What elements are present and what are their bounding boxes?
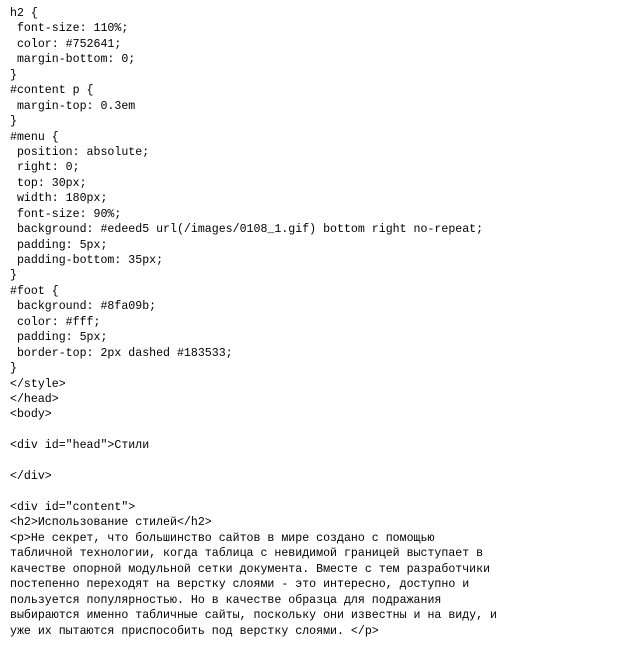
code-line: выбираются именно табличные сайты, поскольку они известны и на виду, и xyxy=(10,609,498,623)
code-line: </div> xyxy=(10,470,52,484)
code-line: } xyxy=(10,269,17,283)
code-line: уже их пытаются приспособить под верстку слоями. </p> xyxy=(10,624,379,638)
code-line: background: #edeed5 url(/images/0108_1.gif) bottom right no-repeat; xyxy=(10,223,484,237)
code-line: font-size: 90%; xyxy=(10,207,122,221)
code-line: </style> xyxy=(10,377,66,391)
code-line: margin-bottom: 0; xyxy=(10,53,136,67)
code-line: табличной технологии, когда таблица с невидимой границей выступает в xyxy=(10,547,484,561)
code-line: width: 180px; xyxy=(10,192,108,206)
code-line: <h2>Использование стилей</h2> xyxy=(10,516,212,530)
code-line: padding: 5px; xyxy=(10,331,108,345)
code-line xyxy=(10,485,623,500)
code-line: <p>Не секрет, что большинство сайтов в мире создано с помощью xyxy=(10,531,435,545)
code-line: color: #fff; xyxy=(10,315,101,329)
code-line: padding-bottom: 35px; xyxy=(10,254,164,267)
code-line: color: #752641; xyxy=(10,37,122,51)
code-line: </head> xyxy=(10,392,59,406)
code-line: постепенно переходят на верстку слоями - это интересно, доступно и xyxy=(10,578,470,592)
code-line: качестве опорной модульной сетки документа. Вместе с тем разработчики xyxy=(10,562,491,576)
code-line: <div id="content"> xyxy=(10,501,136,514)
code-line: margin-top: 0.3em xyxy=(10,99,136,113)
code-line: font-size: 110%; xyxy=(10,22,129,36)
code-line: position: absolute; xyxy=(10,145,150,159)
code-line xyxy=(10,423,623,438)
code-line: } xyxy=(10,115,17,129)
code-line: padding: 5px; xyxy=(10,238,108,252)
code-line: пользуется популярностью. Но в качестве образца для подражания xyxy=(10,593,442,607)
code-line: background: #8fa09b; xyxy=(10,300,157,314)
code-line: <div id="head">Стили xyxy=(10,439,150,453)
code-line: } xyxy=(10,68,17,82)
code-line: h2 { xyxy=(10,7,38,20)
code-line: border-top: 2px dashed #183533; xyxy=(10,346,233,360)
code-line: #foot { xyxy=(10,284,59,298)
code-line: #content p { xyxy=(10,84,94,98)
code-line: <body> xyxy=(10,408,52,422)
code-line: top: 30px; xyxy=(10,176,87,190)
code-line xyxy=(10,454,623,469)
code-line: } xyxy=(10,362,17,376)
code-line: #menu { xyxy=(10,130,59,144)
code-line: right: 0; xyxy=(10,161,80,175)
